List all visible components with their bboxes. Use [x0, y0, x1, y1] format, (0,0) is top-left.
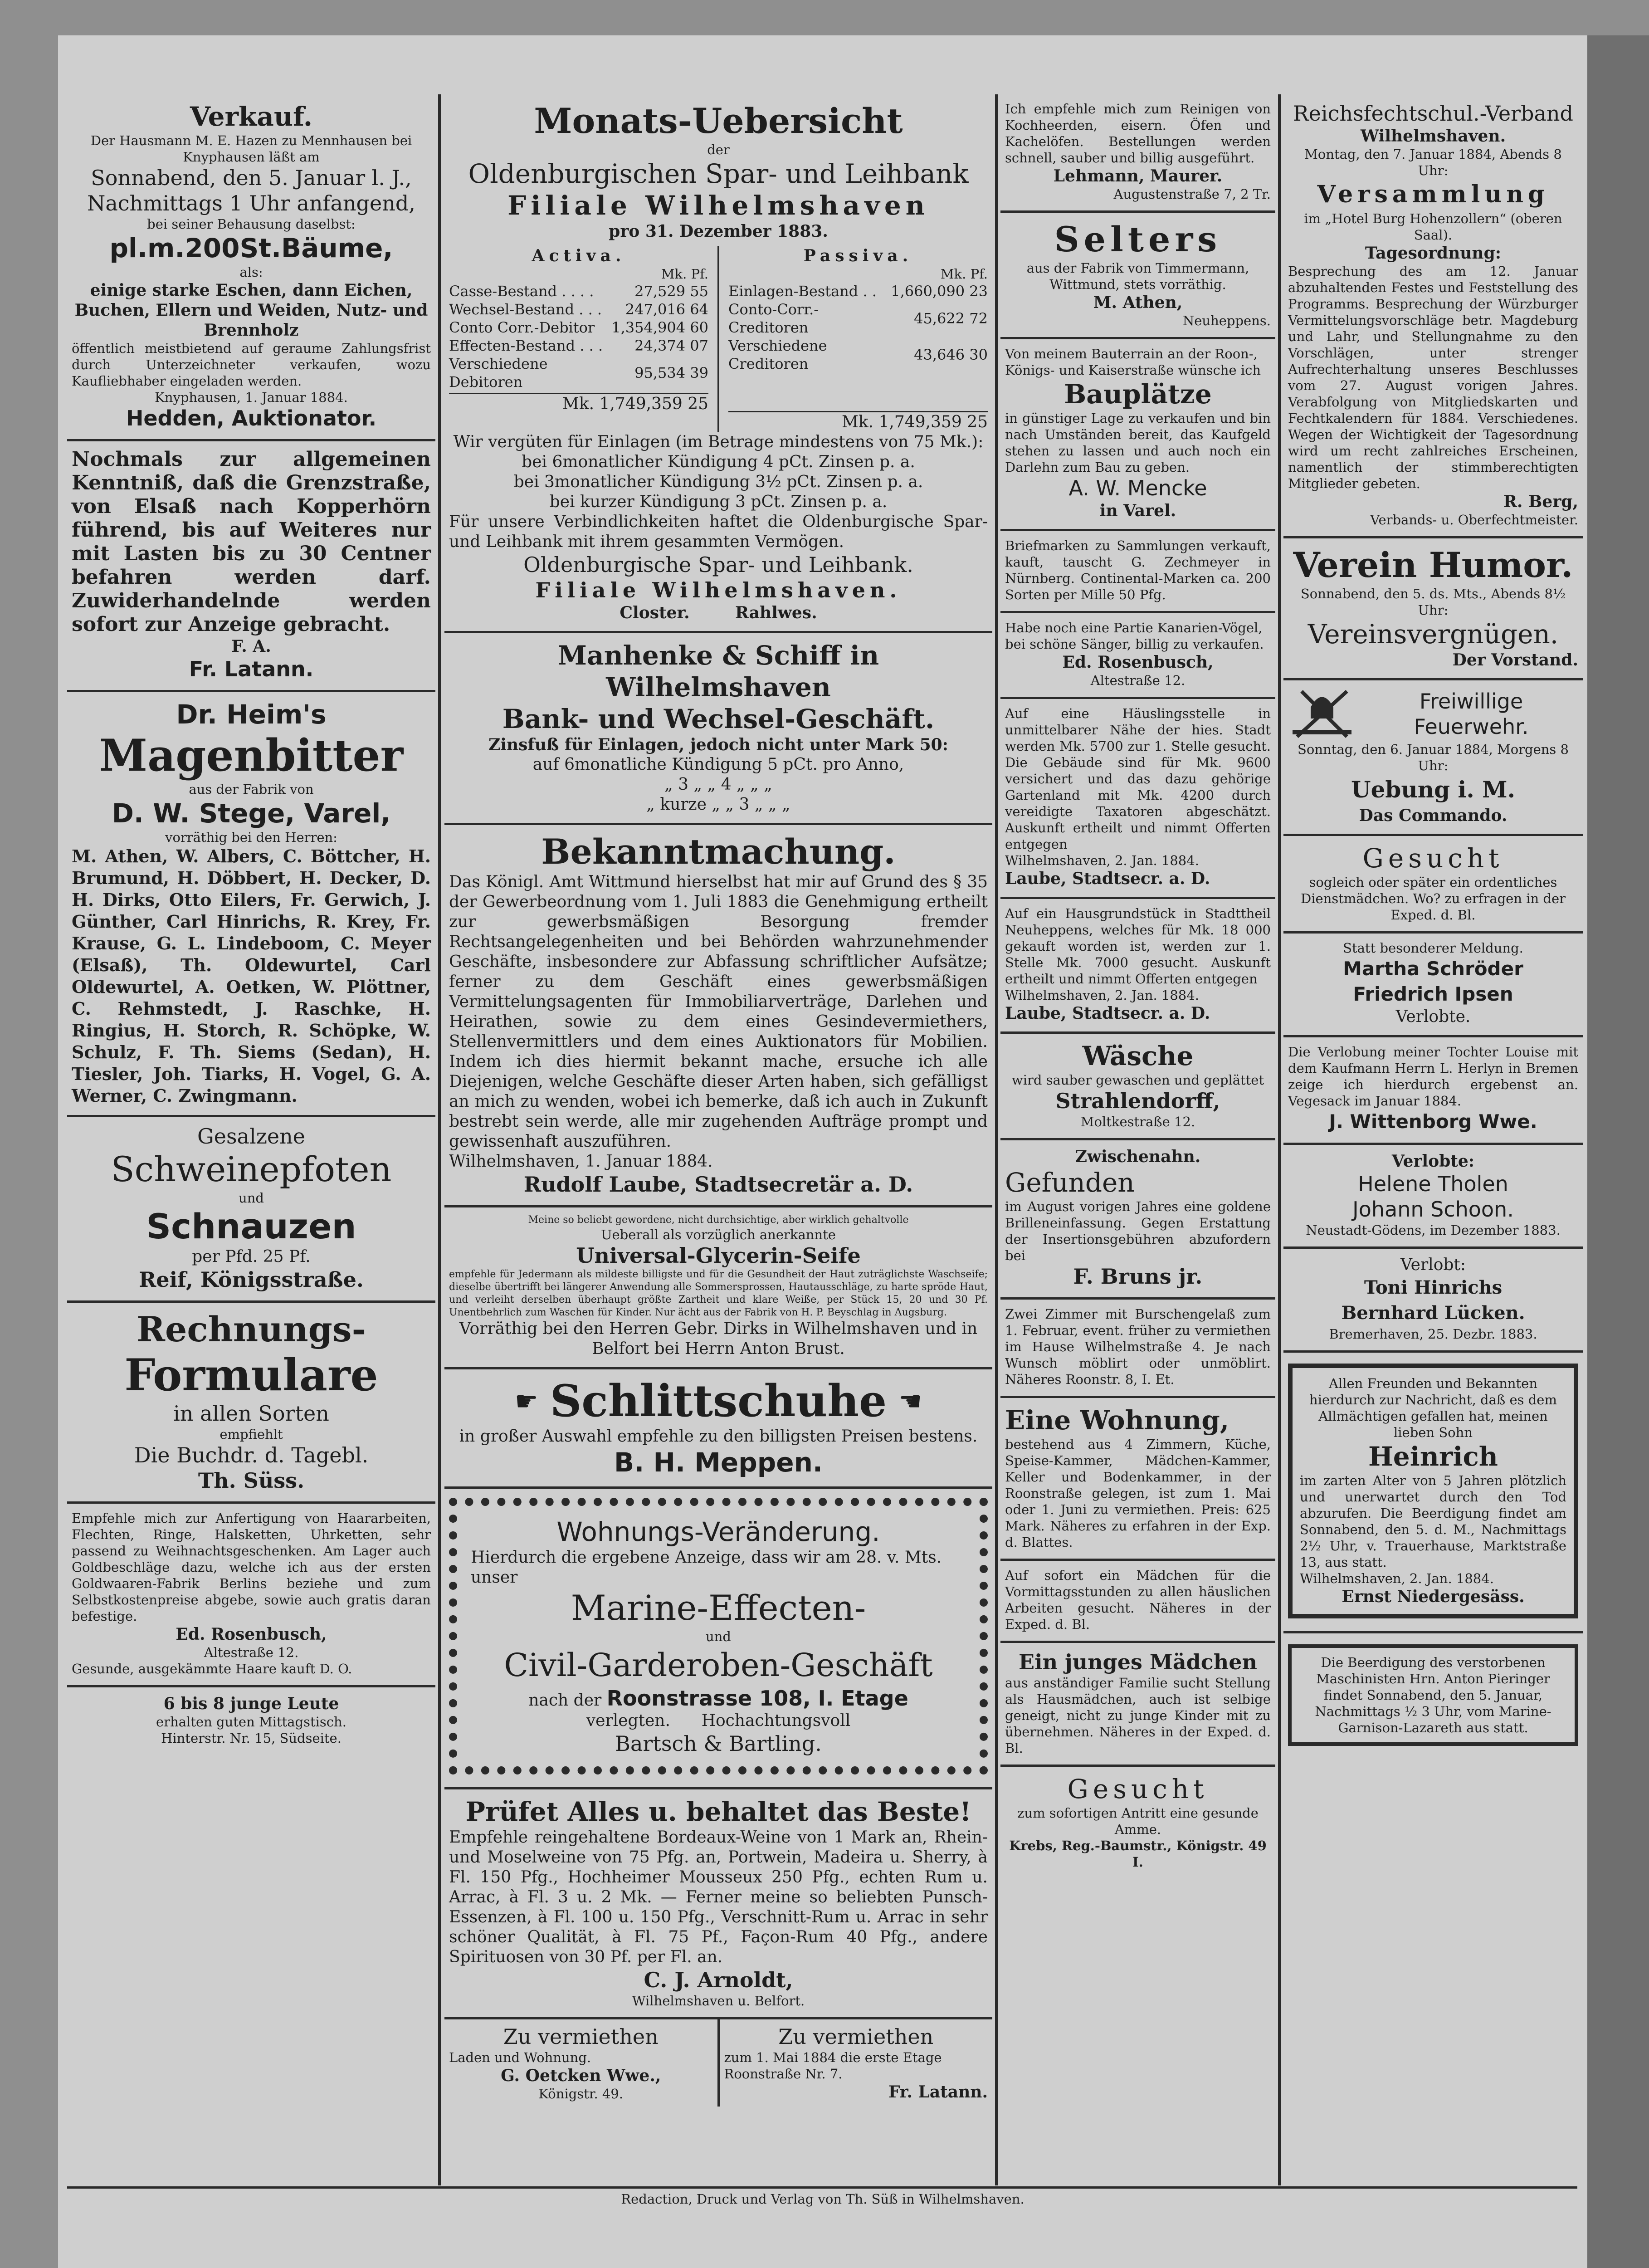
rech-3: in allen Sorten [173, 1401, 329, 1426]
ad-selters [1000, 213, 1275, 339]
ad-schlittschuhe [444, 1369, 992, 1489]
footer-imprint: Redaction, Druck und Verlag von Th. Süß in Wilhelmshaven. [621, 2191, 1025, 2207]
tod-body1: Allen Freunden und Bekannten hierdurch zur Nachricht, daß es dem Allmächtigen gefallen hat, meinen lieben Sohn [1309, 1376, 1557, 1440]
haus2-body: Auf ein Hausgrundstück in Stadttheil Neuheppens, welches für Mk. 18 000 gekauft worden ist, werden zur 1. Stelle Mk. 7000 gesucht. Auskunft ertheilt und nimmt Offerten entgegen [1005, 906, 1271, 987]
activa-table [449, 282, 708, 391]
zim-body: Zwei Zimmer mit Burschengelaß zum 1. Februar, event. früher zu vermiethen im Hause Wilhelmstraße 4. Je nach Wunsch möblirt oder unmöblirt. Näheres Roonstr. 8, I. Et. [1005, 1306, 1271, 1387]
monat-der: der [707, 142, 730, 157]
leute-3: Hinterstr. Nr. 15, Südseite. [161, 1730, 342, 1746]
bau-body: in günstiger Lage zu verkaufen und bin nach Umständen bereit, das Kaufgeld stehen zu lassen und auch noch ein Darlehn zum Bau zu geben. [1005, 411, 1271, 475]
feuer-title2: Feuerwehr. [1414, 714, 1529, 739]
haus2-sign: Laube, Stadtsecr. a. D. [1005, 1004, 1210, 1023]
ad-verlobung-hinrichs [1283, 1249, 1583, 1353]
verl3-n2: Johann Schoon. [1352, 1197, 1514, 1222]
verl3-n1: Helene Tholen [1358, 1172, 1508, 1196]
ad-junge-leute [67, 1687, 435, 1755]
page-edge-shadow [1587, 35, 1649, 2268]
fire-brigade-emblem-icon [1288, 687, 1356, 741]
interest-3: bei 3monatlicher Kündigung 3½ pCt. Zinsen p. a. [513, 473, 923, 491]
ad-glycerin-seife [444, 1207, 992, 1369]
column-4 [1283, 94, 1583, 2199]
brief-body: Briefmarken zu Sammlungen verkauft, kauft, tauscht G. Zechmeyer in Nürnberg. Continental-Marken ca. 200 Sorten per Mille 50 Pfg. [1005, 538, 1271, 602]
activa-block [449, 246, 708, 432]
verl-n1: Martha Schröder [1343, 958, 1523, 980]
ad-kanarienvoegel [1000, 613, 1275, 699]
activa-label: Verschiedene Debitoren [449, 355, 548, 391]
pruf-body: Empfehle reingehaltene Bordeaux-Weine von 1 Mark an, Rhein- und Moselweine von 75 Pfg. an, Portwein, Madeira u. Sherry, à Fl. 150 Pfg., Hochheimer Mousseux 250 Pfg., echten Rum u. Arrac, à Fl. 3 u. 2 Mk. — Ferner meine so beliebten Punsch-Essenzen, à Fl. 100 u. 150 Pfg., Verschnitt-Rum u. Arrac in sehr schöner Qualität, à Fl. 75 Pf., Façon-Rum 40 Pfg., andere Spirituosen von 30 Pf. per Fl. an. [449, 1828, 988, 1966]
interest-4: bei kurzer Kündigung 3 pCt. Zinsen p. a. [549, 493, 888, 511]
heim-maker: D. W. Stege, Varel, [112, 798, 391, 829]
schlitt-title-row [449, 1376, 988, 1427]
rech-1: Rechnungs- [136, 1309, 366, 1349]
verm2-sign: Fr. Latann. [888, 2082, 988, 2102]
koch-addr: Augustenstraße 7, 2 Tr. [1113, 186, 1271, 202]
verkauf-title: Verkauf. [190, 101, 313, 132]
passiva-block [728, 246, 988, 432]
selt-body: aus der Fabrik von Timmermann, Wittmund, stets vorräthig. [1026, 260, 1249, 292]
passiva-label: Einlagen-Bestand . . [728, 283, 877, 300]
gesucht-title: Gesucht [1362, 843, 1504, 874]
pruf-addr: Wilhelmshaven u. Belfort. [632, 1993, 805, 2009]
heim-avail: vorräthig bei den Herren: [165, 830, 337, 845]
activa-unit: Mk. Pf. [661, 266, 708, 282]
selt-sign: M. Athen, [1093, 293, 1183, 312]
passiva-label: Conto-Corr.-Creditoren [728, 301, 819, 336]
haar-extra: Gesunde, ausgekämmte Haare kauft D. O. [72, 1661, 352, 1677]
schlitt-sign: B. H. Meppen. [614, 1447, 823, 1478]
ad-bauplaetze [1000, 339, 1275, 531]
table-row [449, 282, 708, 300]
ewoh-title: Eine Wohnung, [1005, 1405, 1229, 1436]
verkauf-dateline: Knyphausen, 1. Januar 1884. [155, 390, 348, 405]
monat-sign3 [449, 603, 988, 623]
ad-monats-uebersicht [444, 94, 992, 633]
wasche-addr: Moltkestraße 12. [1080, 1114, 1195, 1129]
verl4-n1: Toni Hinrichs [1364, 1277, 1503, 1298]
glyc-avail: Vorräthig bei den Herren Gebr. Dirks in Wilhelmshaven und in Belfort bei Herrn Anton Brust. [459, 1320, 978, 1358]
activa-label: Effecten-Bestand . . . [449, 337, 603, 354]
wohn-3: Civil-Garderoben-Geschäft [504, 1647, 933, 1684]
monat-title: Monats-Uebersicht [534, 101, 903, 141]
haus-sign: Laube, Stadtsecr. a. D. [1005, 869, 1210, 888]
gesucht-body: sogleich oder später ein ordentliches Dienstmädchen. Wo? zu erfragen in der Exped. d. Bl. [1301, 875, 1566, 923]
koch-sign: Lehmann, Maurer. [1053, 166, 1223, 186]
bau-addr: in Varel. [1099, 501, 1176, 520]
activa-value: 1,354,904 60 [611, 319, 708, 336]
passiva-value: 1,660,090 23 [891, 283, 988, 300]
wohn-1: Hierdurch die ergebene Anzeige, dass wir am 28. v. Mts. unser [471, 1548, 942, 1587]
glyc-title: Universal-Glycerin-Seife [576, 1243, 861, 1268]
verl-n2: Friedrich Ipsen [1353, 983, 1513, 1005]
pruf-sign: C. J. Arnoldt, [644, 1968, 793, 1992]
glyc-2: Ueberall als vorzüglich anerkannte [601, 1227, 836, 1242]
funeral-notice-border [1288, 1644, 1578, 1746]
column-2 [444, 94, 992, 2199]
bek-body: Das Königl. Amt Wittmund hierselbst hat mir auf Grund des § 35 der Gewerbeordnung vom 1. Juli 1883 die Genehmigung ertheilt zur gewerbsmäßigen Besorgung fremder Rechtsangelegenheiten und bei Behörden wahrzunehmender Geschäfte, insbesondere zur Abfassung schriftlicher Aufsätze; ferner zu dem Geschäft eines gewerbsmäßigen Vermittelungsagenten für Immobiliarverträge, Darlehen und Heirathen, sowie zu dem eines Gesindevermiethers, Stellenvermittlers und dem eines Auktionators für Mobilien. Indem ich dies hiermit bekannt mache, ersuche ich alle Diejenigen, welche Geschäfte dieser Arten haben, sich gefälligst an mich zu wenden, wobei ich bemerke, daß ich auch in Zukunft bestrebt sein werde, alle mir zugehenden Aufträge prompt und gewissenhaft auszuführen. [449, 873, 988, 1151]
feuer-event: Uebung i. M. [1351, 776, 1515, 803]
haar-body: Empfehle mich zur Anfertigung von Haararbeiten, Flechten, Ringe, Halsketten, Uhrketten, sehr passend zu Weihnachtsgeschenken. Am Lager auch Goldbeschläge dazu, welche ich aus der ersten Goldwaaren-Fabrik Berlins beziehe und zum Selbstkostenpreise abgebe, sowie auch gratis daran befestige. [72, 1510, 431, 1624]
heim-list: M. Athen, W. Albers, C. Böttcher, H. Brumund, H. Döbbert, H. Decker, D. H. Dirks, Otto Eilers, Fr. Gerwich, J. Günther, Carl Hinrichs, R. Krey, Fr. Krause, G. L. Lindeboom, C. Meyer (Elsaß), Th. Oldewurtel, Carl Oldewurtel, A. Oetken, W. Plöttner, C. Rehmstedt, J. Raschke, H. Ringius, H. Storch, R. Schöpke, W. Schulz, F. Th. Siems (Sedan), H. Tiesler, Joh. Tiarks, H. Vogel, G. A. Werner, C. Zwingmann. [72, 846, 431, 1106]
ad-manhenke-schiff [444, 633, 992, 825]
feuer-date: Sonntag, den 6. Januar 1884, Morgens 8 Uhr: [1298, 742, 1569, 773]
schwein-und: und [239, 1190, 264, 1206]
column-rule-1 [438, 94, 441, 2185]
wohn-5b: Hochachtungsvoll [701, 1711, 851, 1730]
newspaper-page [58, 35, 1587, 2268]
schwein-1: Gesalzene [197, 1124, 306, 1149]
reich-date: Montag, den 7. Januar 1884, Abends 8 Uhr: [1304, 147, 1562, 178]
monat-filiale: Filiale Wilhelmshaven [507, 190, 929, 221]
junge-body: aus anständiger Familie sucht Stellung als Hausmädchen, auch ist selbige geneigt, nicht zu junge Kinder mit zu übernehmen. Näheres in der Exped. d. Bl. [1005, 1675, 1271, 1756]
heim-product: Magenbitter [99, 730, 404, 781]
ad-haararbeiten [67, 1504, 435, 1687]
ad-magenbitter [67, 692, 435, 1117]
schwein-3: Schnauzen [146, 1206, 356, 1246]
feuer-sign: Das Commando. [1359, 806, 1508, 825]
koch-body: Ich empfehle mich zum Reinigen von Kochheerden, eisern. Öfen und Kachelöfen. Bestellungen werden schnell, sauber und billig ausgeführt. [1005, 101, 1271, 166]
kan-body: Habe noch eine Partie Kanarien-Vögel, bei schöne Sänger, billig zu verkaufen. [1005, 620, 1264, 652]
activa-value: 27,529 55 [634, 283, 708, 300]
ad-verkauf [67, 94, 435, 441]
pointing-hand-left-icon: ☚ [898, 1386, 922, 1417]
ad-rechnungsformulare [67, 1303, 435, 1504]
ad-todesanzeige [1283, 1353, 1583, 1633]
wohn-4 [471, 1686, 966, 1711]
ad-haeuslingsstelle [1000, 699, 1275, 899]
verkauf-kinds: einige starke Eschen, dann Eichen, Buchen, Ellern und Weiden, Nutz- und Brennholz [74, 281, 428, 340]
monat-sign2: Filiale Wilhelmshaven. [535, 578, 902, 602]
reich-vers: Versammlung [1317, 181, 1549, 208]
glyc-body: empfehle für Jedermann als mildeste billigste und für die Gesundheit der Haut zuträglichste Waschseife; dieselbe übertrifft bei längerer Anwendung alle Sommersprossen, Hautausschläge, zu harte spröde Haut, und verleiht derselben überhaupt größte Zartheit und klare Weiße, per Stück 15, 20 und 30 Pf. Unentbehrlich zum Waschen für Kinder. Nur ächt aus der Fabrik von H. P. Beyschlag in Augsburg. [449, 1269, 988, 1318]
reich-role: Verbands- u. Oberfechtmeister. [1370, 512, 1578, 528]
death-notice-border [1288, 1364, 1578, 1618]
manh-3: „ 3 „ „ 4 „ „ „ [664, 775, 772, 794]
schwein-sign: Reif, Königsstraße. [139, 1267, 364, 1292]
haar-sign: Ed. Rosenbusch, [176, 1625, 327, 1644]
wohn-border-box [449, 1498, 988, 1774]
verkauf-als: als: [239, 264, 263, 280]
manh-1: Zinsfuß für Einlagen, jedoch nicht unter Mark 50: [488, 735, 948, 754]
verkauf-sign: Hedden, Auktionator. [126, 406, 377, 430]
activa-value: 247,016 64 [625, 301, 708, 318]
verl-v: Verlobte. [1395, 1007, 1471, 1026]
ad-dienstmaedchen-gesucht [1283, 836, 1583, 934]
schlitt-title: Schlittschuhe [550, 1375, 887, 1427]
verl4-head: Verlobt: [1400, 1256, 1466, 1274]
rech-2: Formulare [124, 1349, 378, 1401]
haus-date: Wilhelmshaven, 2. Jan. 1884. [1005, 853, 1199, 868]
activa-label: Conto Corr.-Debitor [449, 319, 595, 336]
column-rule-2 [995, 94, 998, 2185]
ad-verein-humor [1283, 538, 1583, 680]
feuer-title1: Freiwillige [1419, 689, 1523, 714]
manh-sub: Bank- und Wechsel-Geschäft. [502, 704, 935, 734]
wohn-5a: verlegten. [586, 1711, 670, 1730]
ges-sign: Krebs, Reg.-Baumstr., Königstr. 49 I. [1009, 1838, 1267, 1870]
ad-kochheerde [1000, 94, 1275, 213]
verkauf-terms: öffentlich meistbietend auf geraume Zahlungsfrist durch Unterzeichneter verkaufen, wozu Kaufliebhaber eingeladen werden. [72, 341, 431, 389]
heim-title: Dr. Heim's [176, 699, 327, 730]
verm1-sign: G. Oetcken Wwe., [501, 2066, 661, 2085]
ges-title: Gesucht [1067, 1774, 1209, 1804]
balance-divider [717, 246, 719, 432]
wasche-sign: Strahlendorff, [1055, 1089, 1220, 1113]
column-3 [1000, 94, 1275, 2199]
ad-eine-wohnung [1000, 1398, 1275, 1561]
humor-event: Vereinsvergnügen. [1307, 619, 1559, 650]
selt-addr: Neuheppens. [1182, 313, 1271, 328]
passiva-total: Mk. 1,749,359 25 [728, 411, 988, 432]
ad-verlobung-schroeder [1283, 934, 1583, 1037]
ad-grenzstrasse-notice [67, 441, 435, 692]
junge-title: Ein junges Mädchen [1019, 1650, 1257, 1674]
verkauf-body: Der Hausmann M. E. Hazen zu Mennhausen bei Knyphausen läßt am [90, 133, 412, 165]
ad-reichsfechtschule [1283, 94, 1583, 538]
verkauf-place: bei seiner Behausung daselbst: [147, 216, 356, 232]
reich-title: Reichsfechtschul.-Verband [1293, 101, 1573, 126]
passiva-head: Passiva. [803, 246, 913, 265]
humor-sign: Der Vorstand. [1452, 650, 1578, 670]
reich-sign: R. Berg, [1503, 492, 1578, 511]
wohn-title: Wohnungs-Veränderung. [556, 1516, 880, 1547]
table-row [728, 282, 988, 300]
reich-body: Besprechung des am 12. Januar abzuhaltenden Festes und Feststellung des Programms. Besprechung der Würzburger Vermittelungsvorschläge betr. Magdeburg und Lahr, und Stellungnahme zu den Vorschlägen, unter strenger Aufrechterhaltung unseres Beschlusses vom 27. August vorigen Jahres. Verabfolgung von Mitgliedskarten und Fechtkalendern für 1884. Verschiedenes. Wegen der Wichtigkeit der Tagesordnung wird um recht zahlreiches Erscheinen, namentlich der stimmberechtigten Mitglieder gebeten. [1288, 264, 1578, 491]
verm1-body: Laden und Wohnung. [449, 2050, 591, 2065]
humor-title: Verein Humor. [1293, 545, 1573, 585]
tod-sign: Ernst Niedergesäss. [1342, 1587, 1525, 1606]
kan-addr: Altestraße 12. [1090, 673, 1186, 688]
table-row [449, 300, 708, 318]
manh-title: Manhenke & Schiff in Wilhelmshaven [557, 640, 879, 703]
column-rule-3 [1278, 94, 1281, 2185]
verm1-title: Zu vermiethen [503, 2024, 659, 2049]
schwein-2: Schweinepfoten [111, 1149, 392, 1189]
tod-body2: im zarten Alter von 5 Jahren plötzlich und unerwartet durch den Tod abzurufen. Die Beerdigung findet am Sonnabend, den 5. d. M., Nachmittags 2½ Uhr, v. Trauerhause, Marktstraße 13, aus statt. [1300, 1473, 1566, 1570]
notice-fa: F. A. [231, 637, 271, 656]
reich-place: im „Hotel Burg Hohenzollern“ (oberen Saal). [1304, 211, 1562, 243]
bau-intro: Von meinem Bauterrain an der Roon-, Königs- und Kaiserstraße wünsche ich [1005, 346, 1261, 378]
verm2-title: Zu vermiethen [778, 2024, 934, 2049]
activa-value: 95,534 39 [634, 364, 708, 381]
activa-value: 24,374 07 [634, 337, 708, 354]
balance-sheet [449, 246, 988, 432]
gef-title: Gefunden [1005, 1167, 1135, 1198]
tod-name: Heinrich [1368, 1441, 1498, 1472]
monat-date: pro 31. Dezember 1883. [609, 222, 828, 241]
reich-to: Tagesordnung: [1365, 244, 1502, 263]
verl4-n2: Bernhard Lücken. [1341, 1302, 1525, 1324]
verl2-body: Die Verlobung meiner Tochter Louise mit dem Kaufmann Herrn L. Herlyn in Bremen zeige ich hierdurch ergebenst an. Vegesack im Januar 1884. [1288, 1044, 1578, 1109]
glyc-1: Meine so beliebt gewordene, nicht durchsichtige, aber wirklich gehaltvolle [528, 1214, 909, 1226]
wohn-4a: nach der [528, 1691, 602, 1710]
bau-sign: A. W. Mencke [1068, 476, 1207, 500]
passiva-table [728, 282, 988, 373]
ad-briefmarken [1000, 531, 1275, 613]
heim-from: aus der Fabrik von [189, 782, 314, 797]
ad-pruefet-alles [444, 1789, 992, 2019]
manh-4: „ kurze „ „ 3 „ „ „ [646, 795, 790, 814]
schlitt-body: in großer Auswahl empfehle zu den billigsten Preisen bestens. [459, 1427, 978, 1446]
wasche-title: Wäsche [1082, 1041, 1194, 1071]
activa-label: Wechsel-Bestand . . . [449, 301, 602, 318]
interest-1: Wir vergüten für Einlagen (im Betrage mindestens von 75 Mk.): [453, 433, 984, 451]
ad-beerdigung-pieringer [1283, 1633, 1583, 1759]
verl2-sign: J. Wittenborg Wwe. [1329, 1110, 1537, 1133]
verm2-body: zum 1. Mai 1884 die erste Etage Roonstraße Nr. 7. [724, 2050, 942, 2082]
column-1 [67, 94, 435, 2199]
monat-sign1: Oldenburgische Spar- und Leihbank. [523, 552, 913, 577]
monat-sign3a: Closter. [620, 603, 690, 622]
humor-date: Sonnabend, den 5. ds. Mts., Abends 8½ Uhr: [1300, 586, 1566, 618]
tod-date: Wilhelmshaven, 2. Jan. 1884. [1300, 1571, 1494, 1586]
table-row [449, 318, 708, 337]
verl-intro: Statt besonderer Meldung. [1343, 940, 1523, 956]
verl4-place: Bremerhaven, 25. Dezbr. 1883. [1329, 1326, 1537, 1342]
bek-sign: Rudolf Laube, Stadtsecretär a. D. [523, 1172, 913, 1197]
wasche-body: wird sauber gewaschen und geplättet [1011, 1072, 1264, 1088]
wohn-2: Marine-Effecten- [571, 1588, 866, 1628]
ad-zwei-zimmer [1000, 1300, 1275, 1398]
leute-2: erhalten guten Mittagstisch. [156, 1714, 346, 1730]
ad-verlobung-tholen [1283, 1145, 1583, 1249]
table-row [449, 337, 708, 355]
vermieten-row [444, 2019, 992, 2107]
notice-body: Nochmals zur allgemeinen Kenntniß, daß die Grenzstraße, von Elsaß nach Kopperhörn führend, bis auf Weiteres nur mit Lasten bis zu 30 Centner befahren werden darf. Zuwiderhandelnde werden sofort zur Anzeige gebracht. [72, 448, 431, 636]
table-row [449, 355, 708, 391]
schwein-price: per Pfd. 25 Pf. [192, 1247, 311, 1266]
ewoh-body: bestehend aus 4 Zimmern, Küche, Speise-Kammer, Mädchen-Kammer, Keller und Bodenkammer, in der Roonstraße gelegen, ist zum 1. Mai oder 1. Juni zu vermiethen. Preis: 625 Mark. Näheres zu erfahren in der Exp. d. Blattes. [1005, 1437, 1271, 1550]
wohn-und: und [706, 1629, 731, 1644]
passiva-label: Verschiedene Creditoren [728, 337, 827, 372]
leute-1: 6 bis 8 junge Leute [163, 1694, 339, 1713]
ad-hausgrundstueck [1000, 899, 1275, 1034]
interest-2: bei 6monatlicher Kündigung 4 pCt. Zinsen p. a. [522, 453, 915, 471]
bek-title: Bekanntmachung. [541, 831, 896, 872]
pointing-hand-right-icon: ☛ [514, 1386, 538, 1417]
ad-zu-vermiethen-2 [720, 2019, 993, 2107]
reich-city: Wilhelmshaven. [1360, 127, 1506, 146]
verm1-addr: Königstr. 49. [538, 2086, 624, 2102]
interest-5: Für unsere Verbindlichkeiten haftet die Oldenburgische Spar- und Leihbank mit ihrem gesammten Vermögen. [449, 513, 988, 551]
ad-waesche [1000, 1034, 1275, 1140]
rech-4: empfiehlt [220, 1427, 283, 1442]
pruf-title: Prüfet Alles u. behaltet das Beste! [465, 1796, 971, 1827]
verl3-place: Neustadt-Gödens, im Dezember 1883. [1306, 1222, 1561, 1238]
selt-title: Selters [1054, 219, 1222, 259]
feuer-head [1288, 687, 1578, 741]
verl3-head: Verlobte: [1391, 1152, 1475, 1171]
gef-sign: F. Bruns jr. [1073, 1264, 1203, 1289]
madch-body: Auf sofort ein Mädchen für die Vormittagsstunden zu allen häuslichen Arbeiten gesucht. Näheres in der Exped. d. Bl. [1005, 1568, 1271, 1632]
ad-schweinepfoten [67, 1117, 435, 1303]
verkauf-date: Sonnabend, den 5. Januar l. J., Nachmittags 1 Uhr anfangend, [87, 166, 415, 215]
ad-feuerwehr [1283, 680, 1583, 836]
activa-total: Mk. 1,749,359 25 [449, 393, 708, 414]
haar-addr: Altestraße 12. [204, 1645, 299, 1660]
verkauf-trees: pl.m.200St.Bäume, [109, 233, 393, 264]
rech-5: Die Buchdr. d. Tagebl. [134, 1443, 369, 1467]
passiva-value: 45,622 72 [914, 310, 988, 327]
wohn-4b: Roonstrasse 108, I. Etage [606, 1686, 908, 1711]
monat-bank: Oldenburgischen Spar- und Leihbank [468, 158, 969, 189]
ad-maedchen-gesucht [1000, 1561, 1275, 1643]
gef-body: im August vorigen Jahres eine goldene Brilleneinfassung. Gegen Erstattung der Insertionsgebühren abzufordern bei [1005, 1199, 1271, 1263]
ad-verlobung-herlyn [1283, 1037, 1583, 1145]
activa-head: Activa. [532, 246, 626, 265]
gef-place: Zwischenahn. [1075, 1147, 1201, 1166]
haus-body: Auf eine Häuslingsstelle in unmittelbarer Nähe der hies. Stadt werden Mk. 5700 zur 1. Stelle gesucht. Die Gebäude sind für Mk. 9600 versichert und das dazu gehörige Gartenland mit Mk. 4200 durch vereidigte Taxatoren abgeschätzt. Auskunft ertheilt und nimmt Offerten entgegen [1005, 706, 1271, 852]
passiva-value: 43,646 30 [914, 346, 988, 363]
manh-2: auf 6monatliche Kündigung 5 pCt. pro Anno, [532, 755, 904, 774]
feuer-title-stack [1364, 689, 1578, 739]
passiva-unit: Mk. Pf. [940, 266, 988, 282]
rech-6: Th. Süss. [198, 1468, 305, 1493]
beerd-body: Die Beerdigung des verstorbenen Maschinisten Hrn. Anton Pieringer findet Sonnabend, den 5. Januar, Nachmittags ½ 3 Uhr, vom Marine-Garnison-Lazareth aus statt. [1315, 1655, 1551, 1735]
notice-sign: Fr. Latann. [189, 657, 314, 681]
kan-sign: Ed. Rosenbusch, [1062, 653, 1214, 672]
monat-sign3b: Rahlwes. [735, 603, 817, 622]
activa-label: Casse-Bestand . . . . [449, 283, 594, 300]
ad-gefunden [1000, 1140, 1275, 1300]
ad-wohnungs-veraenderung [444, 1489, 992, 1789]
ad-bekanntmachung [444, 825, 992, 1207]
wohn-5 [471, 1711, 966, 1731]
ad-junges-maedchen [1000, 1643, 1275, 1767]
haus2-date: Wilhelmshaven, 2. Jan. 1884. [1005, 987, 1199, 1003]
footer-rule [67, 2186, 1577, 2189]
table-row [728, 300, 988, 337]
ges-body: zum sofortigen Antritt eine gesunde Amme. [1017, 1805, 1259, 1837]
ad-amme-gesucht [1000, 1767, 1275, 1878]
bek-date: Wilhelmshaven, 1. Januar 1884. [449, 1152, 713, 1171]
ad-zu-vermiethen-1 [444, 2019, 720, 2107]
table-row [728, 337, 988, 373]
bau-title: Bauplätze [1064, 379, 1212, 410]
wohn-sign: Bartsch & Bartling. [615, 1731, 822, 1756]
